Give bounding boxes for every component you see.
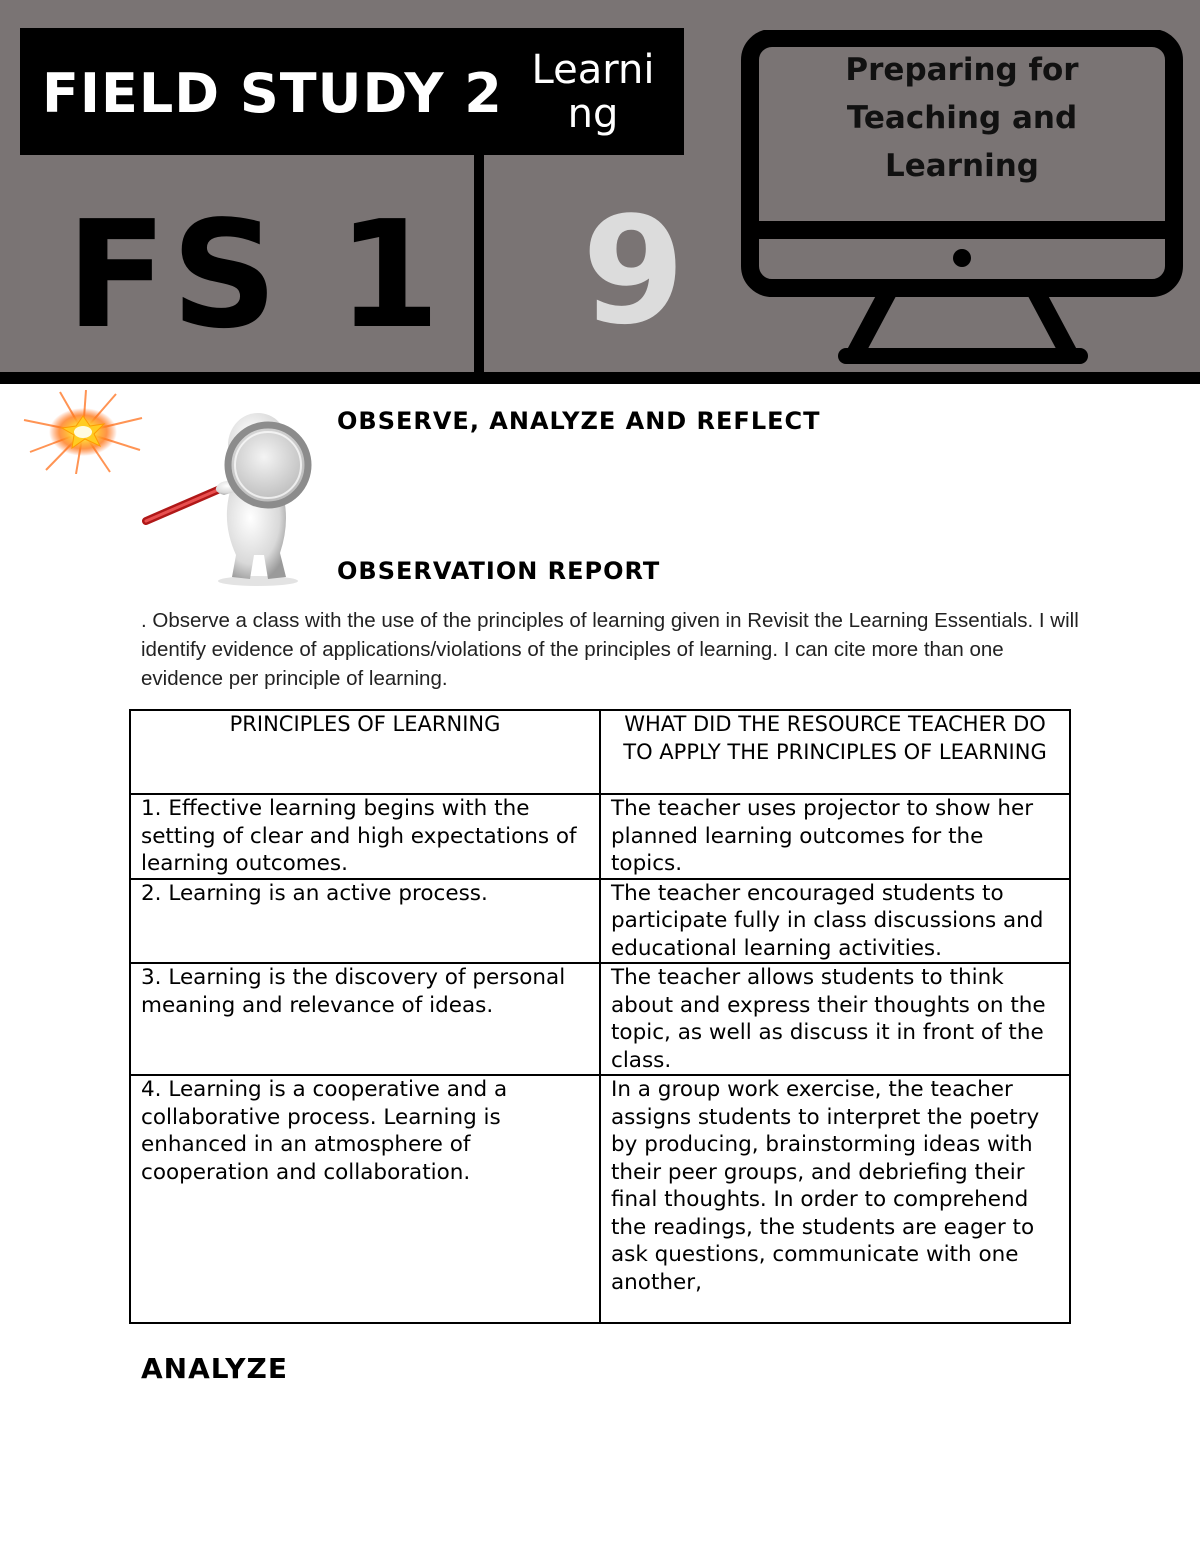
header-divider — [474, 155, 484, 375]
starburst-icon — [20, 390, 146, 474]
evidence-cell: In a group work exercise, the teacher assigns students to interpret the poetry by producing, brainstorming ideas with their peer groups, and debriefing their final thoughts. In order to comprehend the readings, the students are eager to ask questions, communicate with one another, — [600, 1075, 1070, 1323]
table-row — [130, 794, 1070, 879]
principle-cell: 4. Learning is a cooperative and a collaborative process. Learning is enhanced in an atmosphere of cooperation and collaboration. — [130, 1075, 600, 1323]
principle-cell: 3. Learning is the discovery of personal meaning and relevance of ideas. — [130, 963, 600, 1075]
header-teacher-actions: WHAT DID THE RESOURCE TEACHER DO TO APPLY THE PRINCIPLES OF LEARNING — [600, 710, 1070, 794]
monitor-caption-line-2: Teaching and Learning — [846, 100, 1078, 184]
magnifier-figure-icon — [140, 405, 330, 587]
analyze-heading: ANALYZE — [141, 1352, 288, 1385]
evidence-cell: The teacher encouraged students to participate fully in class discussions and educational learning activities. — [600, 879, 1070, 964]
course-title: FIELD STUDY 2 — [42, 62, 503, 125]
evidence-cell: The teacher allows students to think about and express their thoughts on the topic, as well as discuss it in front of the class. — [600, 963, 1070, 1075]
observe-analyze-reflect-heading: OBSERVE, ANALYZE AND REFLECT — [337, 407, 821, 435]
lesson-number: 9 — [582, 185, 685, 357]
observation-report-heading: OBSERVATION REPORT — [337, 557, 661, 585]
table-row — [130, 879, 1070, 964]
principles-table — [129, 709, 1071, 1324]
header-principles: PRINCIPLES OF LEARNING — [130, 710, 600, 794]
course-code: FS 1 — [66, 189, 445, 361]
table-row — [130, 963, 1070, 1075]
banner-bottom-rule — [0, 372, 1200, 384]
principle-cell: 1. Effective learning begins with the setting of clear and high expectations of learning outcomes. — [130, 794, 600, 879]
monitor-caption — [772, 46, 1152, 190]
evidence-cell: The teacher uses projector to show her planned learning outcomes for the topics. — [600, 794, 1070, 879]
table-row — [130, 1075, 1070, 1323]
table-header-row — [130, 710, 1070, 794]
instructions-paragraph: . Observe a class with the use of the principles of learning given in Revisit the Learning Essentials. I will identify evidence of applications/violations of the principles of learning. I can cite more than one evidence per principle of learning. — [141, 609, 1079, 690]
monitor-caption-line-1: Preparing for — [845, 52, 1079, 88]
principle-cell: 2. Learning is an active process. — [130, 879, 600, 964]
lesson-word: Learning — [531, 47, 655, 137]
